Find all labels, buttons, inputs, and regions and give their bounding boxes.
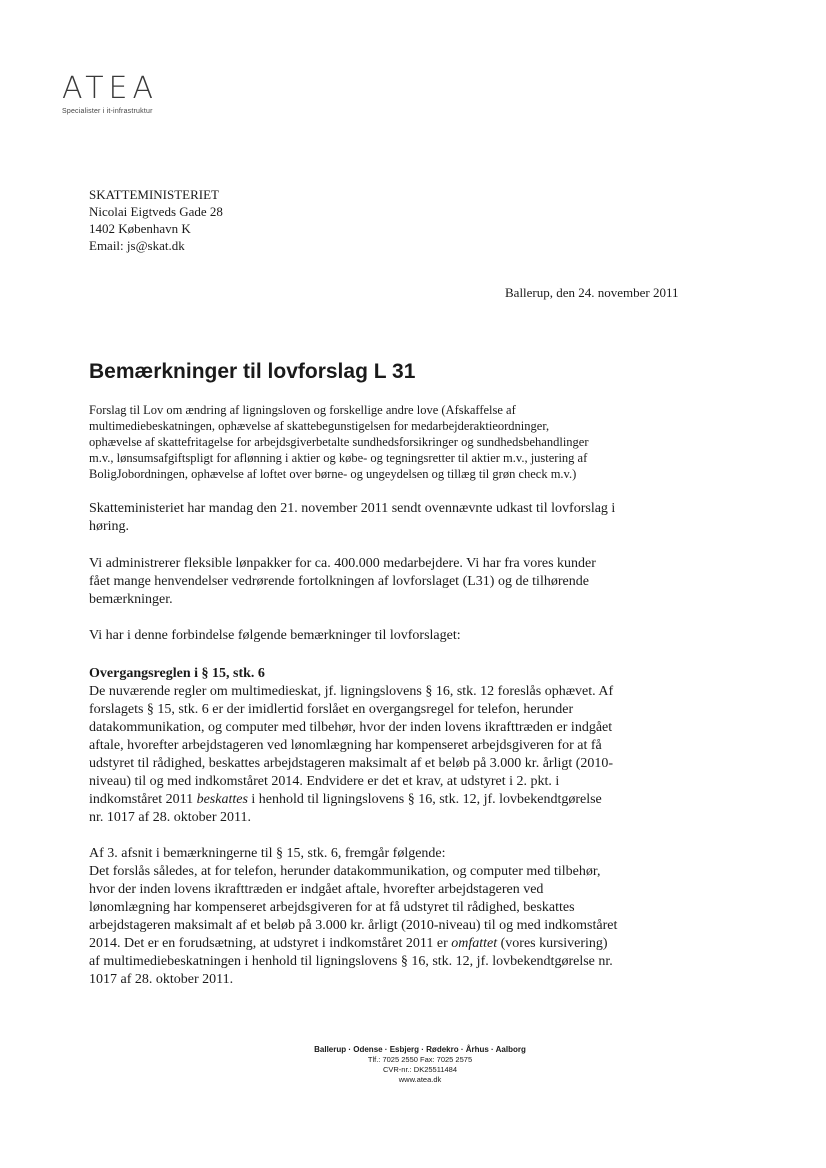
section-line: Det forslås således, at for telefon, herunder datakommunikation, og computer med tilbehør, [89,864,601,879]
paragraph-hearing [89,500,719,536]
section-transition-rule [89,665,719,827]
letter-footer [230,1044,610,1085]
letter-heading: Bemærkninger til lovforslag L 31 [89,360,416,383]
section-line: lønomlægning har kompenseret arbejdsgiveren for at få udstyret til rådighed, beskattes [89,900,575,915]
section-line: nr. 1017 af 28. oktober 2011. [89,810,252,825]
recipient-name: SKATTEMINISTERIET [89,187,219,202]
subject-line: m.v., lønsumsafgiftspligt for aflønning i aktier og købe- og tegningsretter til aktier m.v., justering af [89,451,588,465]
subject-line: BoligJobordningen, ophævelse af loftet over børne- og ungeydelsen og tillæg til grøn check m.v.) [89,467,577,481]
subject-paragraph [89,402,719,482]
paragraph-remarks-intro [89,627,719,645]
footer-website: www.atea.dk [398,1075,442,1084]
recipient-street: Nicolai Eigtveds Gade 28 [89,204,223,219]
emphasis-text: beskattes [196,792,248,807]
subject-line: Forslag til Lov om ændring af ligningsloven og forskellige andre love (Afskaffelse af [89,403,516,417]
section-line: niveau) til og med indkomståret 2014. Endvidere er det et krav, at udstyret i 2. pkt. i [89,774,560,789]
section-line: hvor der inden lovens ikrafttræden er indgået aftale, hvorefter arbejdstageren ved [89,882,544,897]
paragraph-line: Skatteministeriet har mandag den 21. november 2011 sendt ovennævnte udkast til lovforslag i [89,501,616,516]
section-remarks-quote [89,845,719,989]
company-logo [62,71,202,115]
recipient-city: 1402 København K [89,221,191,236]
subject-line: ophævelse af skattefritagelse for arbejdsgiverbetalte sundhedsforsikringer og sundhedsbehandlinger [89,435,589,449]
section-line: De nuværende regler om multimedieskat, jf. ligningslovens § 16, stk. 12 foreslås ophævet. Af [89,684,614,699]
section-line: 1017 af 28. oktober 2011. [89,972,234,987]
section-title: Overgangsreglen i § 15, stk. 6 [89,666,265,681]
section-line: datakommunikation, og computer med tilbehør, hvor der inden lovens ikrafttræden er indgået [89,720,613,735]
paragraph-line: fået mange henvendelser vedrørende fortolkningen af lovforslaget (L31) og de tilhørende [89,574,589,589]
section-text: 2014. Det er en forudsætning, at udstyret i indkomståret 2011 er [89,936,452,951]
section-intro: Af 3. afsnit i bemærkningerne til § 15, stk. 6, fremgår følgende: [89,846,446,861]
section-line: aftale, hvorefter arbejdstageren ved lønomlægning har kompenseret arbejdsgiveren for at få [89,738,602,753]
section-text: i henhold til ligningslovens § 16, stk. 12, jf. lovbekendtgørelse [247,792,602,807]
footer-cvr: CVR-nr.: DK25511484 [382,1065,458,1074]
emphasis-text: omfattet [451,936,498,951]
footer-cities: Ballerup · Odense · Esbjerg · Rødekro · Århus · Aalborg [314,1045,526,1054]
section-line [89,935,719,953]
section-text: indkomståret 2011 [89,792,197,807]
section-line: forslagets § 15, stk. 6 er der imidlertid forslået en overgangsregel for telefon, herunder [89,702,574,717]
section-line: af multimediebeskatningen i henhold til ligningslovens § 16, stk. 12, jf. lovbekendtgørelse nr. [89,954,613,969]
logo-tagline: Specialister i it-infrastruktur [62,108,153,115]
section-line: arbejdstageren maksimalt af et beløb på 3.000 kr. årligt (2010-niveau) til og med indkomståret [89,918,618,933]
paragraph-line: Vi administrerer fleksible lønpakker for ca. 400.000 medarbejdere. Vi har fra vores kunder [89,556,596,571]
section-text: (vores kursivering) [497,936,608,951]
logo-wordmark: ATEA [62,71,158,106]
paragraph-line: høring. [89,519,130,534]
section-line: udstyret til rådighed, beskattes arbejdstageren maksimalt af et beløb på 3.000 kr. årligt (2010- [89,756,614,771]
paragraph-payroll [89,555,719,609]
letter-date: Ballerup, den 24. november 2011 [505,285,679,300]
footer-phone: Tlf.: 7025 2550 Fax: 7025 2575 [367,1055,473,1064]
subject-line: multimediebeskatningen, ophævelse af skattebegunstigelsen for medarbejderaktieordninger, [89,419,550,433]
paragraph-line: bemærkninger. [89,592,173,607]
recipient-address [89,186,223,254]
paragraph-line: Vi har i denne forbindelse følgende bemærkninger til lovforslaget: [89,628,461,643]
section-line [89,791,719,809]
recipient-email: Email: js@skat.dk [89,238,185,253]
